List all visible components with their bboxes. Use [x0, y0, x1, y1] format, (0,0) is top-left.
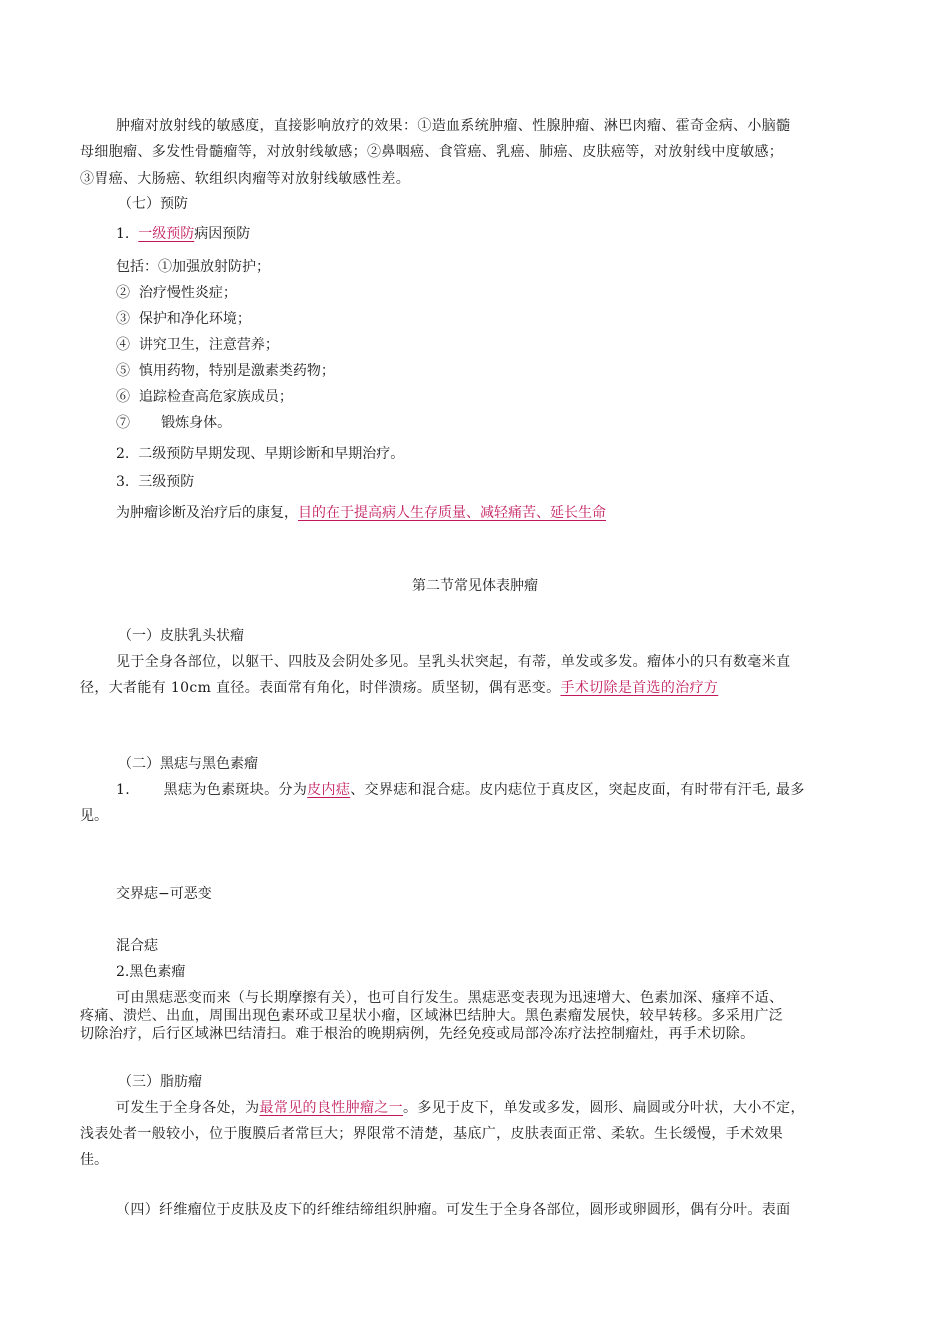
- para-lipoma-line-3: 佳。: [80, 1152, 108, 1168]
- item-number: 1.: [116, 782, 131, 798]
- item-tertiary-prevention: [116, 472, 194, 492]
- para-melanoma-line-3: 切除治疗，后行区域淋巴结清扫。难于根治的晚期病例，先经免疫或局部冷冻疗法控制瘤灶，再手术切除。: [80, 1026, 755, 1042]
- list-item: [116, 413, 231, 433]
- list-marker: ④: [116, 337, 130, 353]
- para-text: 径，大者能有 10cm 直径。表面常有角化，时伴溃疡。质坚韧，偶有恶变。: [80, 680, 561, 696]
- heading-lipoma: （三）脂肪瘤: [118, 1074, 202, 1090]
- para-nevus-line-2: 见。: [80, 808, 108, 824]
- list-item: [116, 335, 279, 355]
- rehab-line: [116, 503, 606, 523]
- para-papilloma-line-2: [80, 678, 718, 698]
- para-text: 、交界痣和混合痣。皮内痣位于真皮区，突起皮面，有时带有汗毛, 最多: [350, 782, 805, 798]
- list-text: 保护和净化环境；: [138, 311, 251, 327]
- list-text: 锻炼身体。: [161, 415, 232, 431]
- list-text: 讲究卫生，注意营养；: [138, 337, 279, 353]
- highlight-intradermal-nevus: 皮内痣: [307, 782, 351, 798]
- list-marker: ③: [116, 311, 130, 327]
- heading-papilloma: （一）皮肤乳头状瘤: [118, 628, 244, 644]
- para-lipoma-line-2: 浅表处者一般较小，位于腹膜后者常巨大；界限常不清楚，基底广，皮肤表面正常、柔软。生长缓慢，手术效果: [80, 1126, 784, 1142]
- para-melanoma-line-1: 可由黑痣恶变而来（与长期摩擦有关），也可自行发生。黑痣恶变表现为迅速增大、色素加深、瘙痒不适、: [116, 990, 784, 1006]
- para-lipoma-line-1: [116, 1098, 805, 1118]
- para-fibroma-line-1: （四）纤维瘤位于皮肤及皮下的纤维结缔组织肿瘤。可发生于全身各部位，圆形或卵圆形，偶有分叶。表面: [116, 1202, 791, 1218]
- list-marker: ②: [116, 285, 130, 301]
- item-text: 二级预防早期发现、早期诊断和早期治疗。: [138, 446, 405, 462]
- list-marker: ⑥: [116, 389, 130, 405]
- list-item: [116, 283, 237, 303]
- highlight-rehab-goal: 目的在于提高病人生存质量、减轻痛苦、延长生命: [298, 505, 606, 521]
- list-text: 追踪检查高危家族成员；: [138, 389, 293, 405]
- para-nevus-line-1: [116, 780, 805, 800]
- heading-melanoma: 2.黑色素瘤: [116, 964, 186, 980]
- item-primary-prevention: [116, 224, 250, 244]
- item-number: 2.: [116, 446, 130, 462]
- heading-prevention: （七）预防: [118, 196, 188, 212]
- item-number: 1.: [116, 226, 130, 242]
- para-text: 黑痣为色素斑块。分为: [163, 782, 308, 798]
- item-text: 三级预防: [138, 474, 195, 490]
- para-radiosensitivity-line-2: 母细胞瘤、多发性骨髓瘤等，对放射线敏感；②鼻咽癌、食管癌、乳癌、肺癌、皮肤癌等，对放射线中度敏感；: [80, 144, 784, 160]
- list-item: [116, 309, 251, 329]
- heading-nevus: （二）黑痣与黑色素瘤: [118, 756, 258, 772]
- highlight-common-benign-tumor: 最常见的良性肿瘤之一: [259, 1100, 403, 1116]
- para-radiosensitivity-line-3: ③胃癌、大肠癌、软组织肉瘤等对放射线敏感性差。: [80, 171, 411, 187]
- para-papilloma-line-1: 见于全身各部位，以躯干、四肢及会阴处多见。呈乳头状突起，有蒂，单发或多发。瘤体小的只有数毫米直: [116, 654, 791, 670]
- list-marker: ⑦: [116, 415, 130, 431]
- list-text: 慎用药物，特别是激素类药物；: [138, 363, 335, 379]
- item-number: 3.: [116, 474, 130, 490]
- junction-nevus-line: 交界痣−可恶变: [116, 886, 212, 902]
- para-radiosensitivity-line-1: 肿瘤对放射线的敏感度，直接影响放疗的效果：①造血系统肿瘤、性腺肿瘤、淋巴肉瘤、霍奇金病、小脑髓: [116, 118, 791, 134]
- para-text: 可发生于全身各处，为: [116, 1100, 260, 1116]
- list-marker: ⑤: [116, 363, 130, 379]
- list-item: [116, 387, 293, 407]
- mixed-nevus-line: 混合痣: [116, 938, 158, 954]
- highlight-primary-prevention: 一级预防: [138, 226, 195, 242]
- list-item: [116, 361, 335, 381]
- para-melanoma-line-2: 疼痛、溃烂、出血，周围出现色素环或卫星状小瘤，区域淋巴结肿大。黑色素瘤发展快，较早转移。多采用广泛: [80, 1008, 784, 1024]
- para-text: 。多见于皮下，单发或多发，圆形、扁圆或分叶状，大小不定，: [403, 1100, 805, 1116]
- item-secondary-prevention: [116, 444, 404, 464]
- list-text: 治疗慢性炎症；: [138, 285, 237, 301]
- section-title: 第二节常见体表肿瘤: [412, 578, 538, 594]
- rehab-text: 为肿瘤诊断及治疗后的康复，: [116, 505, 298, 521]
- item-text: 病因预防: [194, 226, 251, 242]
- include-line: 包括：①加强放射防护；: [116, 259, 270, 275]
- highlight-surgery-first-choice: 手术切除是首选的治疗方: [560, 680, 719, 696]
